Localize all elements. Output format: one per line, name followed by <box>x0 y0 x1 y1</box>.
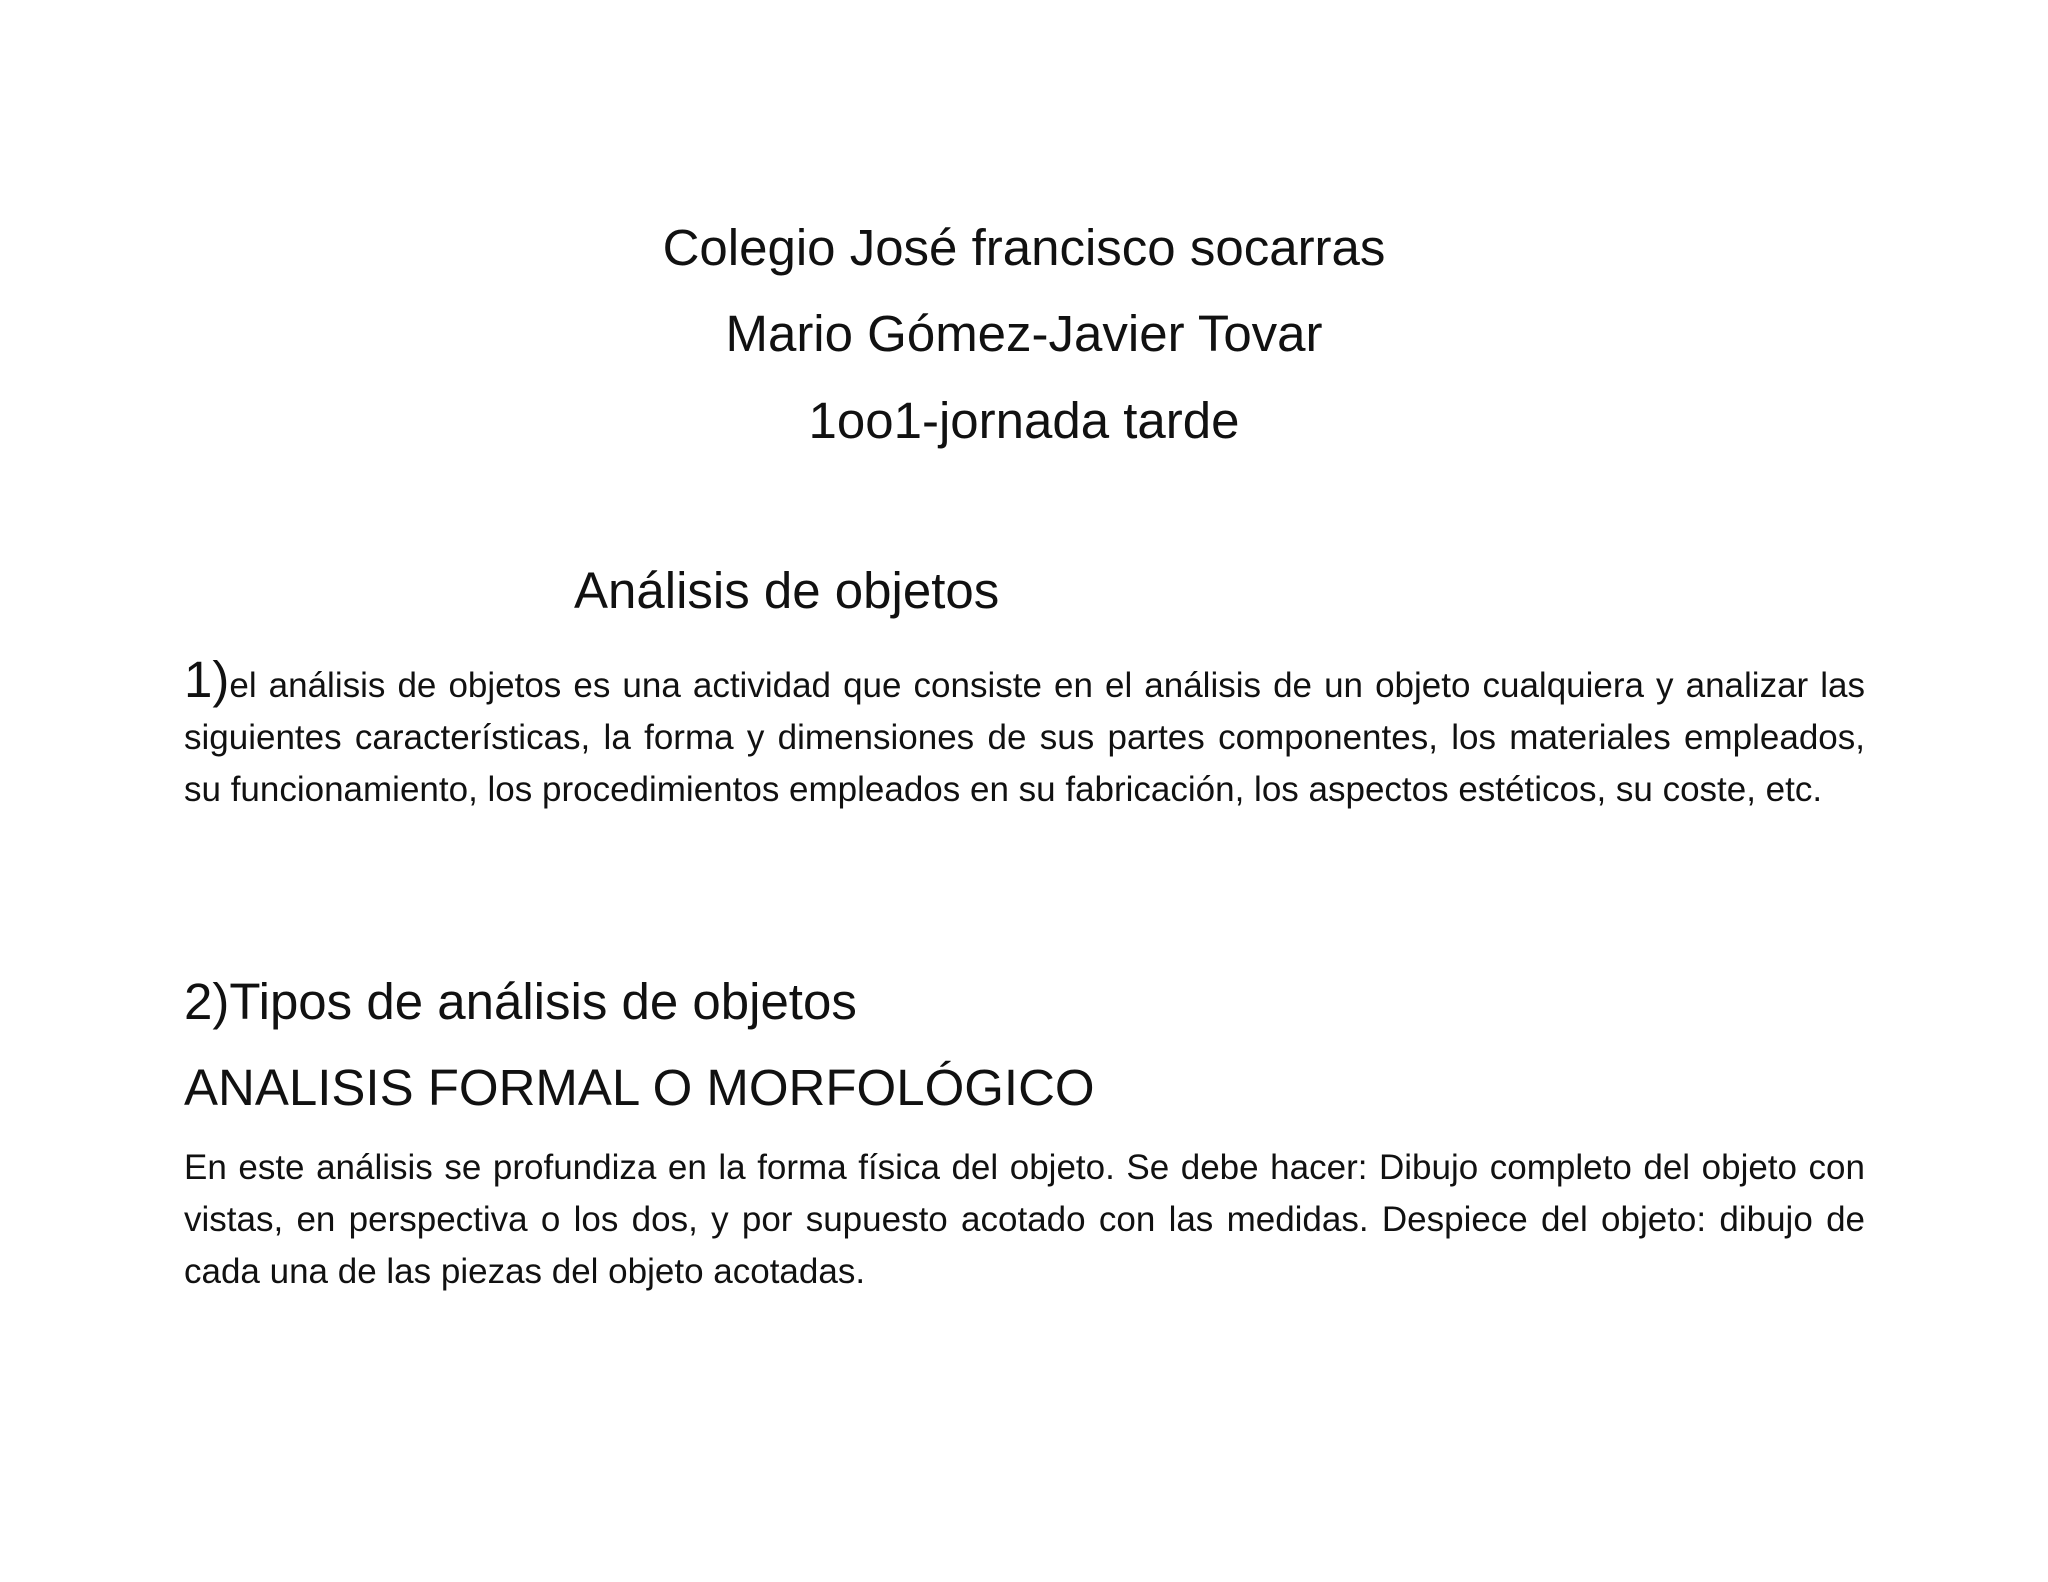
point-2-paragraph: En este análisis se profundiza en la forma física del objeto. Se debe hacer: Dibujo completo del objeto con vistas, en perspectiva o los dos, y por supuesto acotado con las medidas. Despiece del objeto: dibujo de cada una de las piezas del objeto acotadas. <box>184 1148 1865 1291</box>
group-schedule: 1oo1-jornada tarde <box>808 392 1240 449</box>
section-title: Análisis de objetos <box>574 562 1000 619</box>
school-name: Colegio José francisco socarras <box>662 219 1386 276</box>
analysis-type-heading: ANALISIS FORMAL O MORFOLÓGICO <box>184 1059 1095 1116</box>
authors: Mario Gómez-Javier Tovar <box>725 305 1323 362</box>
point-2-heading: 2)Tipos de análisis de objetos <box>184 973 857 1030</box>
point-1-paragraph <box>184 651 1865 816</box>
point-1-text: el análisis de objetos es una actividad que consiste en el análisis de un objeto cualquiera y analizar las siguientes características, la forma y dimensiones de sus partes componentes, los materiales empleados, su funcionamiento, los procedimientos empleados en su fabricación, los aspectos estéticos, su coste, etc. <box>184 666 1865 809</box>
point-1-number: 1) <box>184 651 230 708</box>
